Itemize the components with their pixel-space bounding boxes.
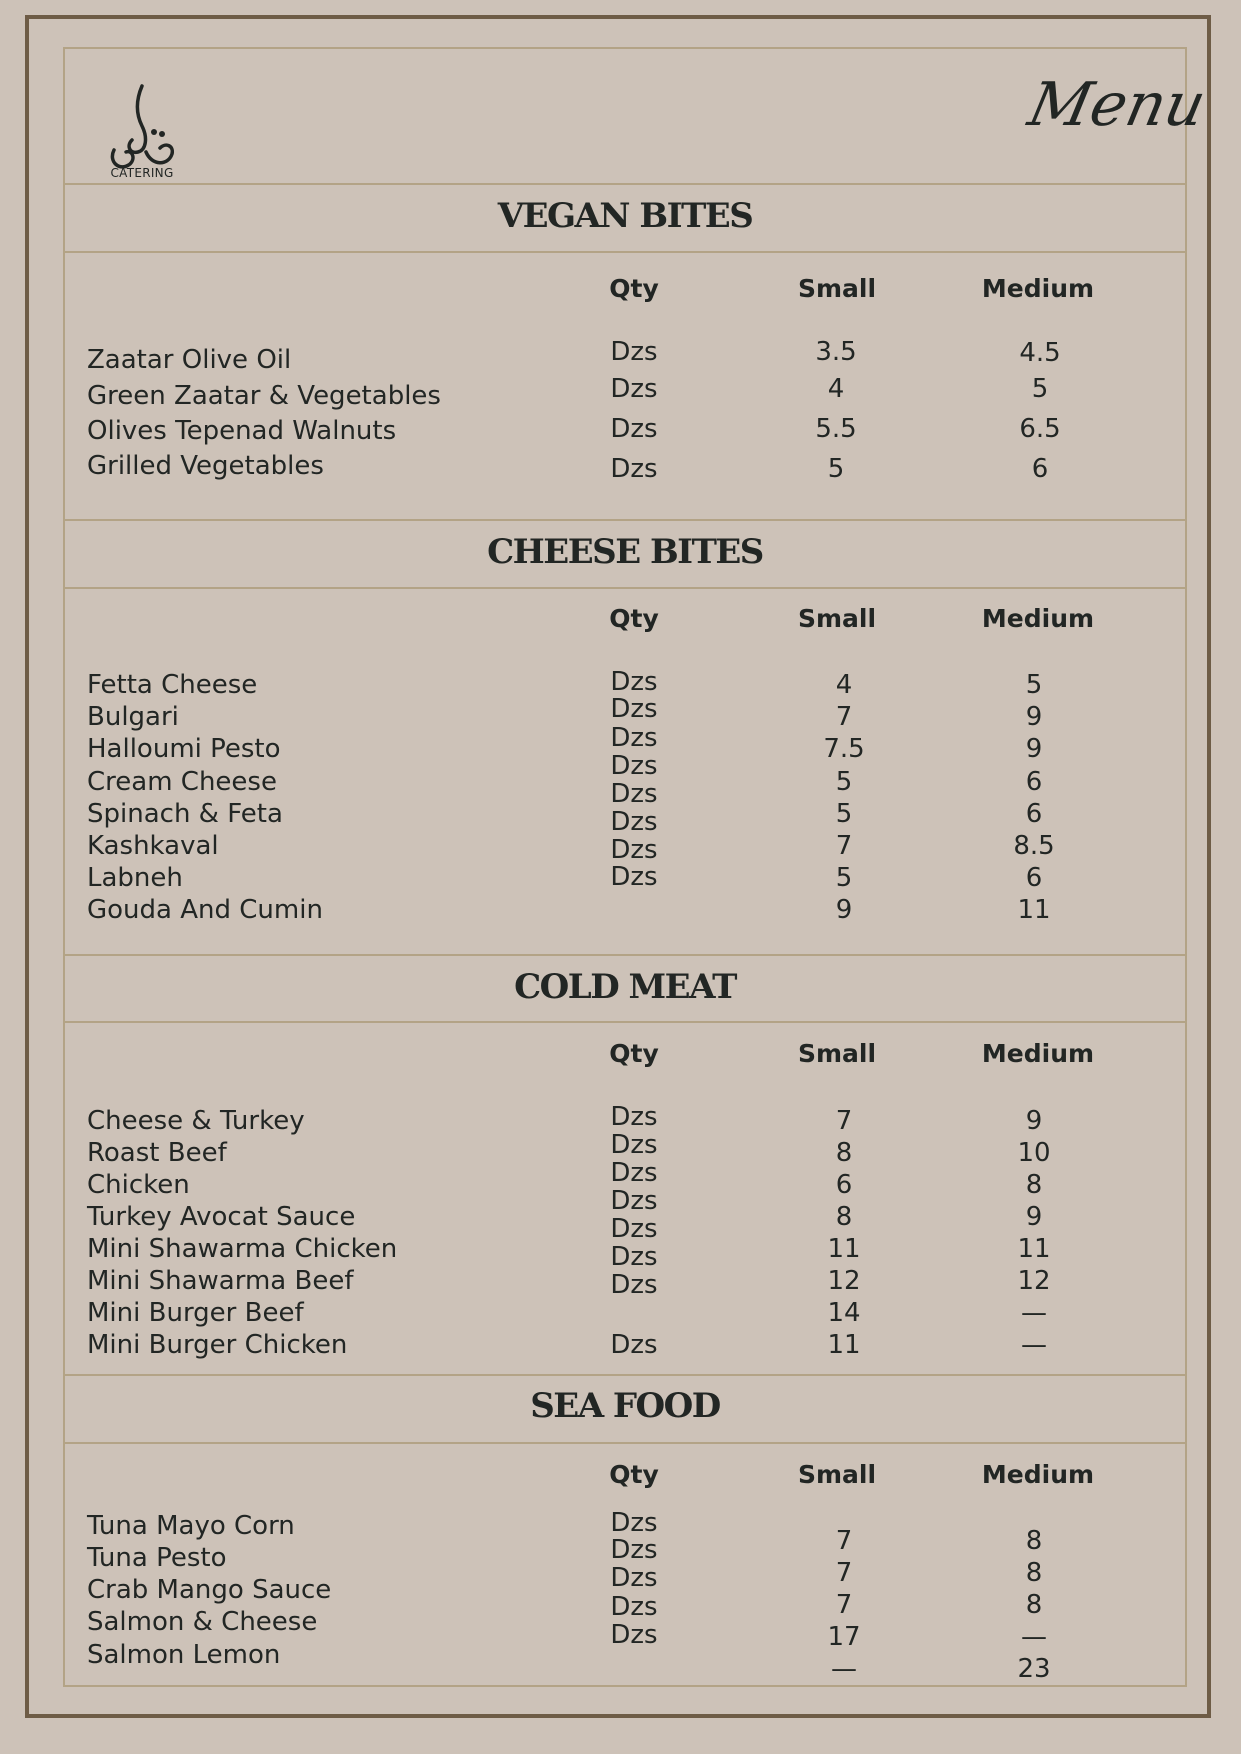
- item-medium-price: —: [1021, 1622, 1047, 1652]
- section-divider: [63, 1021, 1187, 1023]
- item-name: Fetta Cheese: [87, 670, 258, 700]
- item-qty: Dzs: [610, 454, 658, 484]
- item-qty: Dzs: [610, 1330, 658, 1360]
- item-medium-price: 9: [1025, 1202, 1043, 1232]
- item-small-price: 5.5: [815, 414, 857, 444]
- item-qty: Dzs: [610, 337, 658, 367]
- item-medium-price: 5: [1025, 670, 1043, 700]
- item-qty: Dzs: [610, 779, 658, 809]
- item-small-price: 8: [835, 1138, 853, 1168]
- item-qty: Dzs: [610, 1130, 658, 1160]
- item-small-price: 4: [827, 374, 845, 404]
- item-name: Spinach & Feta: [87, 799, 283, 829]
- item-name: Mini Burger Chicken: [87, 1330, 348, 1360]
- item-small-price: 6: [835, 1170, 853, 1200]
- qty-header: Qty: [609, 1460, 659, 1489]
- item-qty: Dzs: [610, 1242, 658, 1272]
- item-name: Gouda And Cumin: [87, 895, 323, 925]
- logo-caption: CATERING: [110, 166, 174, 180]
- item-qty: Dzs: [610, 835, 658, 865]
- item-qty: Dzs: [610, 1508, 658, 1538]
- item-small-price: 5: [827, 454, 845, 484]
- item-small-price: 14: [827, 1298, 861, 1328]
- item-small-price: 11: [827, 1330, 861, 1360]
- item-medium-price: 8.5: [1013, 831, 1055, 861]
- item-name: Chicken: [87, 1170, 190, 1200]
- qty-header: Qty: [609, 604, 659, 633]
- item-small-price: 7: [835, 1526, 853, 1556]
- item-medium-price: —: [1021, 1298, 1047, 1328]
- item-qty: Dzs: [610, 1563, 658, 1593]
- item-small-price: 9: [835, 895, 853, 925]
- catering-logo: [102, 80, 182, 180]
- item-qty: Dzs: [610, 414, 658, 444]
- item-small-price: 7: [835, 702, 853, 732]
- item-qty: Dzs: [610, 1158, 658, 1188]
- section-title: SEA FOOD: [530, 1386, 720, 1426]
- item-qty: Dzs: [610, 1592, 658, 1622]
- section-divider: [63, 251, 1187, 253]
- item-qty: Dzs: [610, 1270, 658, 1300]
- item-medium-price: 6.5: [1019, 414, 1061, 444]
- item-medium-price: 11: [1017, 1234, 1051, 1264]
- item-medium-price: 6: [1031, 454, 1049, 484]
- item-medium-price: 6: [1025, 799, 1043, 829]
- item-small-price: 5: [835, 863, 853, 893]
- item-name: Green Zaatar & Vegetables: [87, 381, 441, 411]
- item-qty: Dzs: [610, 1620, 658, 1650]
- item-small-price: 5: [835, 799, 853, 829]
- item-small-price: —: [831, 1654, 857, 1684]
- item-name: Bulgari: [87, 702, 179, 732]
- small-header: Small: [797, 274, 877, 303]
- section-divider: [63, 183, 1187, 185]
- item-qty: Dzs: [610, 862, 658, 892]
- item-medium-price: 6: [1025, 863, 1043, 893]
- item-small-price: 12: [827, 1266, 861, 1296]
- item-small-price: 7.5: [823, 734, 865, 764]
- item-qty: Dzs: [610, 751, 658, 781]
- item-qty: Dzs: [610, 1186, 658, 1216]
- item-name: Cheese & Turkey: [87, 1106, 305, 1136]
- item-medium-price: 4.5: [1019, 338, 1061, 368]
- item-qty: Dzs: [610, 374, 658, 404]
- item-name: Halloumi Pesto: [87, 734, 281, 764]
- item-small-price: 5: [835, 767, 853, 797]
- item-name: Grilled Vegetables: [87, 451, 324, 481]
- section-divider: [63, 954, 1187, 956]
- item-medium-price: 23: [1017, 1654, 1051, 1684]
- section-title: CHEESE BITES: [487, 532, 763, 572]
- item-qty: Dzs: [610, 723, 658, 753]
- item-name: Olives Tepenad Walnuts: [87, 416, 397, 446]
- section-divider: [63, 519, 1187, 521]
- item-qty: Dzs: [610, 1535, 658, 1565]
- item-medium-price: 8: [1025, 1558, 1043, 1588]
- item-name: Tuna Mayo Corn: [87, 1511, 295, 1541]
- small-header: Small: [797, 604, 877, 633]
- item-medium-price: 8: [1025, 1526, 1043, 1556]
- item-name: Crab Mango Sauce: [87, 1575, 332, 1605]
- section-divider: [63, 587, 1187, 589]
- item-small-price: 11: [827, 1234, 861, 1264]
- item-name: Mini Burger Beef: [87, 1298, 304, 1328]
- item-qty: Dzs: [610, 667, 658, 697]
- item-qty: Dzs: [610, 1102, 658, 1132]
- item-medium-price: 12: [1017, 1266, 1051, 1296]
- item-small-price: 7: [835, 831, 853, 861]
- item-name: Labneh: [87, 863, 183, 893]
- item-qty: Dzs: [610, 1214, 658, 1244]
- item-medium-price: 9: [1025, 1106, 1043, 1136]
- medium-header: Medium: [981, 1460, 1095, 1489]
- section-divider: [63, 1442, 1187, 1444]
- item-small-price: 7: [835, 1590, 853, 1620]
- item-name: Tuna Pesto: [87, 1543, 227, 1573]
- item-name: Turkey Avocat Sauce: [87, 1202, 356, 1232]
- item-medium-price: 8: [1025, 1170, 1043, 1200]
- item-name: Salmon & Cheese: [87, 1607, 318, 1637]
- item-medium-price: 10: [1017, 1138, 1051, 1168]
- item-medium-price: 9: [1025, 702, 1043, 732]
- item-small-price: 4: [835, 670, 853, 700]
- item-medium-price: —: [1021, 1330, 1047, 1360]
- item-qty: Dzs: [610, 807, 658, 837]
- section-divider: [63, 1374, 1187, 1376]
- item-small-price: 3.5: [815, 337, 857, 367]
- item-medium-price: 5: [1031, 374, 1049, 404]
- medium-header: Medium: [981, 1039, 1095, 1068]
- item-name: Cream Cheese: [87, 767, 277, 797]
- medium-header: Medium: [981, 274, 1095, 303]
- item-small-price: 17: [827, 1622, 861, 1652]
- small-header: Small: [797, 1039, 877, 1068]
- small-header: Small: [797, 1460, 877, 1489]
- item-small-price: 8: [835, 1202, 853, 1232]
- item-name: Kashkaval: [87, 831, 219, 861]
- item-medium-price: 6: [1025, 767, 1043, 797]
- item-medium-price: 8: [1025, 1590, 1043, 1620]
- item-small-price: 7: [835, 1106, 853, 1136]
- menu-heading: Menu: [1022, 70, 1212, 140]
- medium-header: Medium: [981, 604, 1095, 633]
- item-qty: Dzs: [610, 694, 658, 724]
- item-name: Zaatar Olive Oil: [87, 345, 292, 375]
- section-title: VEGAN BITES: [497, 196, 753, 236]
- item-medium-price: 9: [1025, 734, 1043, 764]
- item-medium-price: 11: [1017, 895, 1051, 925]
- item-small-price: 7: [835, 1558, 853, 1588]
- qty-header: Qty: [609, 274, 659, 303]
- item-name: Roast Beef: [87, 1138, 227, 1168]
- item-name: Salmon Lemon: [87, 1640, 281, 1670]
- item-name: Mini Shawarma Chicken: [87, 1234, 398, 1264]
- section-title: COLD MEAT: [514, 967, 736, 1007]
- item-name: Mini Shawarma Beef: [87, 1266, 354, 1296]
- qty-header: Qty: [609, 1039, 659, 1068]
